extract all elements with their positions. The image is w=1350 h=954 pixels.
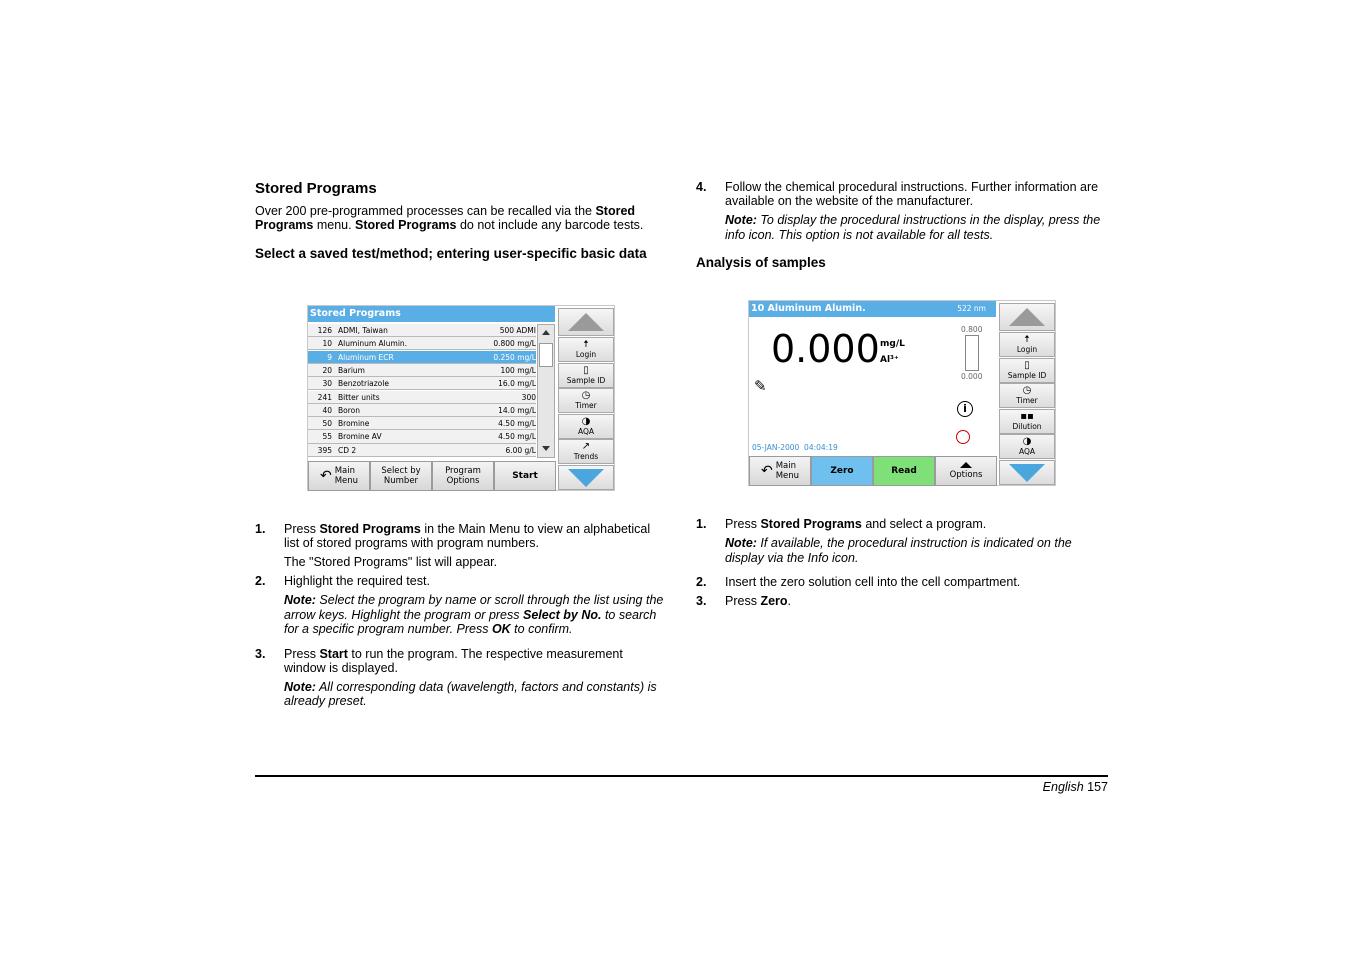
back-arrow-icon: ↶: [319, 468, 332, 484]
step-item: [696, 180, 1108, 242]
program-name: Aluminum ECR: [338, 352, 394, 362]
bold-text: OK: [491, 622, 511, 636]
zero-label: Zero: [830, 466, 854, 476]
step-note: [255, 593, 667, 637]
side-button-label: Timer: [575, 401, 597, 410]
bold-text: Stored Programs: [255, 204, 636, 232]
login-button[interactable]: [558, 337, 614, 362]
timer-icon: ◷: [581, 390, 591, 401]
step-item: [255, 522, 667, 569]
step-note: [696, 536, 1108, 565]
program-number: 50: [322, 419, 332, 429]
concentration-bar: [965, 335, 979, 371]
text: to confirm.: [510, 622, 573, 636]
scroll-down-icon[interactable]: [542, 446, 550, 451]
step-text: [696, 180, 1108, 208]
page-footer: [1043, 780, 1108, 795]
program-name: Bitter units: [338, 392, 380, 402]
start-label: Start: [512, 471, 538, 481]
bold-text: Start: [319, 646, 348, 661]
program-range: 6.00 g/L: [505, 445, 536, 455]
program-row[interactable]: [308, 430, 536, 443]
program-list[interactable]: [308, 324, 536, 458]
select-by-number-label: Select by Number: [381, 466, 421, 486]
step-4: [696, 180, 1108, 242]
text: .: [787, 594, 792, 608]
program-row[interactable]: [308, 324, 536, 337]
aqa-button[interactable]: [999, 434, 1055, 459]
datetime: 05-JAN-2000 04:04:19: [752, 443, 838, 452]
text: Over 200 pre-programmed processes can be recalled via the: [255, 204, 596, 218]
side-button-label: Dilution: [1012, 421, 1042, 431]
sample-id-button[interactable]: [999, 358, 1055, 383]
program-range: 4.50 mg/L: [498, 432, 536, 442]
options-up-icon: [960, 462, 972, 468]
zero-button[interactable]: [811, 456, 873, 486]
step-text: [696, 517, 1108, 531]
text: If available, the procedural instruction is indicated on the display via the Info icon.: [725, 536, 1072, 565]
text: do not include any barcode tests.: [456, 218, 644, 232]
intro-paragraph: [255, 204, 667, 232]
program-name: CD 2: [338, 445, 357, 455]
program-row[interactable]: [308, 404, 536, 417]
program-number: 30: [322, 379, 332, 389]
step-text: [255, 647, 667, 675]
side-button-label: Login: [1016, 345, 1038, 354]
program-title: 10 Aluminum Alumin.: [751, 303, 866, 314]
bold-text: Note:: [284, 593, 316, 607]
sample-id-button[interactable]: [558, 363, 614, 388]
text: All corresponding data (wavelength, factors and constants) is already preset.: [284, 679, 657, 708]
program-row[interactable]: [308, 377, 536, 390]
text: in the Main Menu to view an alphabetical list of stored programs with program numbers.: [284, 522, 651, 550]
program-range: 300: [521, 392, 536, 402]
step-number: 1.: [255, 522, 266, 536]
info-icon[interactable]: i: [957, 401, 973, 417]
login-button[interactable]: [999, 332, 1055, 357]
program-row[interactable]: [308, 337, 536, 350]
bold-text: Note:: [725, 536, 757, 550]
text: Press: [284, 646, 320, 661]
bar-min: 0.000: [961, 372, 983, 381]
step-result: The "Stored Programs" list will appear.: [284, 555, 498, 569]
timer-icon: ◷: [1022, 385, 1032, 396]
page-number: 157: [1087, 780, 1108, 794]
timer-button[interactable]: [999, 383, 1055, 408]
text: Highlight the required test.: [284, 574, 430, 588]
edit-note-icon[interactable]: ✎: [754, 377, 767, 395]
timer-button[interactable]: [558, 388, 614, 413]
step-item: [255, 574, 667, 637]
program-row[interactable]: [308, 444, 536, 457]
program-range: 100 mg/L: [500, 365, 536, 375]
side-button-label: AQA: [1018, 447, 1036, 456]
program-number: 55: [322, 432, 332, 442]
program-range: 0.250 mg/L: [493, 352, 536, 362]
aqa-icon: ◑: [581, 415, 591, 427]
step-number: 2.: [696, 575, 707, 589]
page-down-button[interactable]: [558, 465, 614, 490]
bold-text: Select by No.: [522, 607, 602, 622]
step-number: 4.: [696, 180, 707, 194]
scroll-up-icon[interactable]: [542, 330, 550, 335]
screen-title: Stored Programs: [308, 306, 555, 322]
program-range: 500 ADMI: [499, 326, 536, 335]
side-button-label: Sample ID: [566, 375, 606, 385]
program-options-button[interactable]: [432, 461, 494, 491]
read-label: Read: [891, 466, 917, 476]
page-up-button[interactable]: [558, 308, 614, 336]
right-steps: [696, 517, 1108, 608]
program-name: Bromine: [338, 419, 370, 429]
program-row[interactable]: [308, 364, 536, 377]
step-note: [696, 213, 1108, 242]
program-name: Aluminum Alumin.: [338, 339, 408, 349]
bottom-bar: [308, 461, 556, 491]
step-item: [255, 647, 667, 709]
text: Press: [725, 517, 761, 531]
bold-text: Stored Programs: [355, 218, 457, 232]
footer-rule: [255, 775, 1108, 777]
program-row[interactable]: [308, 351, 536, 364]
step-item: [696, 517, 1108, 565]
aqa-button[interactable]: [558, 414, 614, 439]
analysis-title: Analysis of samples: [696, 255, 826, 270]
program-number: 126: [317, 326, 332, 335]
program-name: Barium: [338, 365, 365, 375]
wavelength: 522 nm: [957, 304, 986, 313]
program-options-label: Program Options: [445, 466, 481, 486]
section-title: Stored Programs: [255, 180, 377, 197]
up-arrow-icon: [1009, 308, 1045, 326]
step-number: 2.: [255, 574, 266, 588]
program-name: ADMI, Taiwan: [338, 326, 388, 335]
text: Follow the chemical procedural instructions. Further information are available on the website of the manufacturer.: [725, 180, 1099, 208]
left-column: [255, 180, 667, 262]
program-row[interactable]: [308, 417, 536, 430]
start-button[interactable]: [494, 461, 556, 491]
program-name: Bromine AV: [338, 432, 382, 442]
text: and select a program.: [861, 517, 987, 531]
program-number: 40: [322, 405, 332, 415]
program-name: Benzotriazole: [338, 379, 389, 389]
text: menu.: [313, 218, 356, 232]
step-text: [255, 574, 667, 588]
side-panel: [558, 308, 614, 490]
side-button-label: Login: [575, 350, 597, 359]
left-steps: [255, 522, 667, 709]
program-name: Boron: [338, 405, 360, 415]
sample-id-icon: ▯: [1024, 359, 1030, 371]
list-scrollbar[interactable]: [537, 324, 555, 458]
step-number: 3.: [255, 646, 266, 661]
text: Select the program by name or scroll through the list using the arrow keys. Highlight the program or press: [284, 593, 664, 622]
program-number: 9: [327, 352, 332, 362]
measurement-screen: [748, 300, 1056, 486]
login-icon: 🠅: [1024, 334, 1030, 345]
select-by-number-button[interactable]: [370, 461, 432, 491]
text: to search for a specific program number. Press: [284, 607, 657, 636]
stopwatch-icon[interactable]: [956, 430, 970, 444]
main-menu-button[interactable]: [749, 456, 811, 486]
main-menu-label: Main Menu: [334, 466, 359, 486]
reading-value: 0.000: [771, 327, 880, 371]
reading-unit: mg/L: [880, 339, 905, 349]
up-arrow-icon: [568, 313, 604, 331]
back-arrow-icon: ↶: [760, 463, 773, 479]
program-number: 20: [322, 365, 332, 375]
bold-text: Stored Programs: [319, 522, 421, 536]
step-text: [696, 594, 1108, 608]
stored-programs-screen: [307, 305, 615, 491]
footer-language: English: [1042, 780, 1084, 794]
screen-title: [749, 301, 996, 317]
step-item: [696, 575, 1108, 589]
text: Press: [284, 522, 320, 536]
main-menu-button[interactable]: [308, 461, 370, 491]
bottom-bar: [749, 456, 997, 486]
login-icon: 🠅: [583, 339, 589, 350]
program-range: 4.50 mg/L: [498, 419, 536, 429]
bold-text: Note:: [284, 679, 316, 694]
side-panel: [999, 303, 1055, 485]
right-column: [696, 180, 1108, 271]
subsection-title: Select a saved test/method; entering user-specific basic data: [255, 246, 647, 261]
step-note: [255, 680, 667, 709]
dilution-button[interactable]: [999, 409, 1055, 434]
down-arrow-icon: [568, 469, 604, 487]
program-number: 10: [322, 339, 332, 349]
text: Press: [725, 594, 761, 608]
program-row[interactable]: [308, 391, 536, 404]
trends-button[interactable]: [558, 439, 614, 464]
bold-text: Note:: [725, 213, 757, 227]
text: To display the procedural instructions in the display, press the info icon. This option is not available for all tests.: [725, 213, 1101, 242]
side-button-label: Trends: [573, 452, 599, 461]
step-text: [255, 522, 667, 550]
trends-icon: ↗: [581, 441, 591, 452]
step-item: [696, 594, 1108, 608]
reading-species: Al³⁺: [880, 355, 899, 365]
down-arrow-icon: [1009, 464, 1045, 482]
program-range: 16.0 mg/L: [498, 379, 536, 389]
page-down-button[interactable]: [999, 460, 1055, 485]
side-button-label: Sample ID: [1007, 370, 1047, 380]
side-button-label: AQA: [577, 426, 595, 436]
program-range: 14.0 mg/L: [498, 405, 536, 415]
main-menu-label: Main Menu: [775, 461, 800, 481]
step-number: 3.: [696, 594, 707, 608]
step-text: [696, 575, 1108, 589]
bold-text: Zero: [760, 594, 788, 608]
program-range: 0.800 mg/L: [493, 339, 536, 349]
options-button[interactable]: [935, 456, 997, 486]
bar-max: 0.800: [961, 325, 983, 334]
program-number: 241: [317, 392, 332, 402]
aqa-icon: ◑: [1022, 436, 1032, 447]
side-button-label: Timer: [1016, 396, 1038, 405]
dilution-icon: ▪▪: [1020, 410, 1034, 422]
page-up-button[interactable]: [999, 303, 1055, 331]
text: Insert the zero solution cell into the cell compartment.: [725, 575, 1021, 589]
scroll-thumb[interactable]: [539, 343, 553, 367]
program-number: 395: [317, 445, 332, 455]
step-number: 1.: [696, 517, 707, 531]
text: to run the program. The respective measurement window is displayed.: [284, 646, 623, 675]
bold-text: Stored Programs: [760, 517, 862, 531]
sample-id-icon: ▯: [583, 364, 589, 376]
options-label: Options: [949, 470, 983, 480]
read-button[interactable]: [873, 456, 935, 486]
